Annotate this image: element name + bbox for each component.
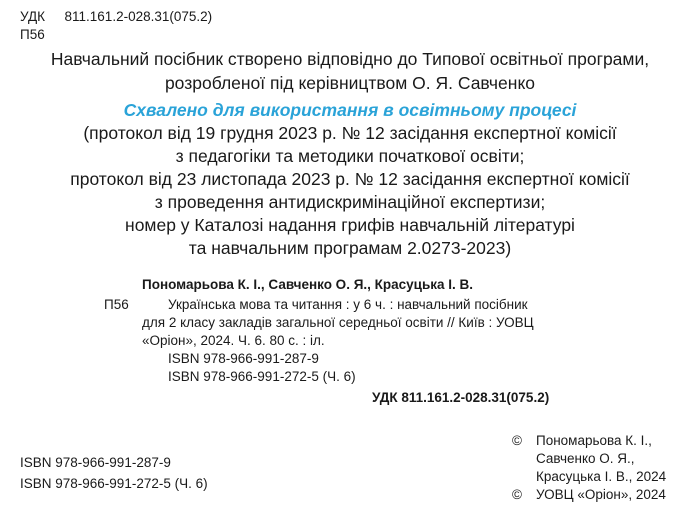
approval-line-4: з проведення антидискримінаційної експертизи; [154, 192, 546, 212]
catalog-isbn-2: ISBN 978-966-991-272-5 (Ч. 6) [168, 369, 356, 384]
approval-line-1: (протокол від 19 грудня 2023 р. № 12 засідання експертної комісії [83, 123, 617, 143]
catalog-isbn-1: ISBN 978-966-991-287-9 [168, 351, 319, 366]
catalog-code: П56 [104, 297, 129, 312]
intro-line-2: розробленої під керівництвом О. Я. Савченко [164, 73, 536, 93]
catalog-desc-3: «Оріон», 2024. Ч. 6. 80 с. : іл. [142, 333, 325, 348]
approval-line-6: та навчальним програмам 2.0273-2023) [188, 238, 512, 258]
approval-line-3: протокол від 23 листопада 2023 р. № 12 засідання експертної комісії [70, 169, 630, 189]
copyright-line-1: Пономарьова К. І., [536, 433, 652, 448]
intro-line-1: Навчальний посібник створено відповідно до Типової освітньої програми, [50, 49, 650, 69]
footer-isbn-1: ISBN 978-966-991-287-9 [20, 455, 171, 470]
catalog-authors: Пономарьова К. І., Савченко О. Я., Красуцька І. В. [142, 277, 474, 292]
catalog-desc-2: для 2 класу закладів загальної середньої освіти // Київ : УОВЦ [142, 315, 534, 330]
catalog-udk: УДК 811.161.2-028.31(075.2) [372, 390, 550, 405]
udk-value: 811.161.2-028.31(075.2) [64, 9, 213, 24]
approval-title: Схвалено для використання в освітньому процесі [123, 100, 577, 120]
approval-line-5: номер у Каталозі надання грифів навчальній літературі [125, 215, 575, 235]
copyright-symbol-1: © [512, 433, 522, 448]
udk-header [20, 9, 212, 25]
udk-label: УДК [20, 9, 45, 24]
catalog-desc-1: Українська мова та читання : у 6 ч. : навчальний посібник [168, 297, 528, 312]
footer-isbn-2: ISBN 978-966-991-272-5 (Ч. 6) [20, 476, 208, 491]
copyright-line-3: Красуцька І. В., 2024 [536, 469, 667, 484]
copyright-line-2: Савченко О. Я., [536, 451, 635, 466]
approval-line-2: з педагогіки та методики початкової освіти; [175, 146, 525, 166]
copyright-publisher: УОВЦ «Оріон», 2024 [536, 487, 666, 502]
copyright-symbol-2: © [512, 487, 522, 502]
header-code: П56 [20, 27, 45, 42]
